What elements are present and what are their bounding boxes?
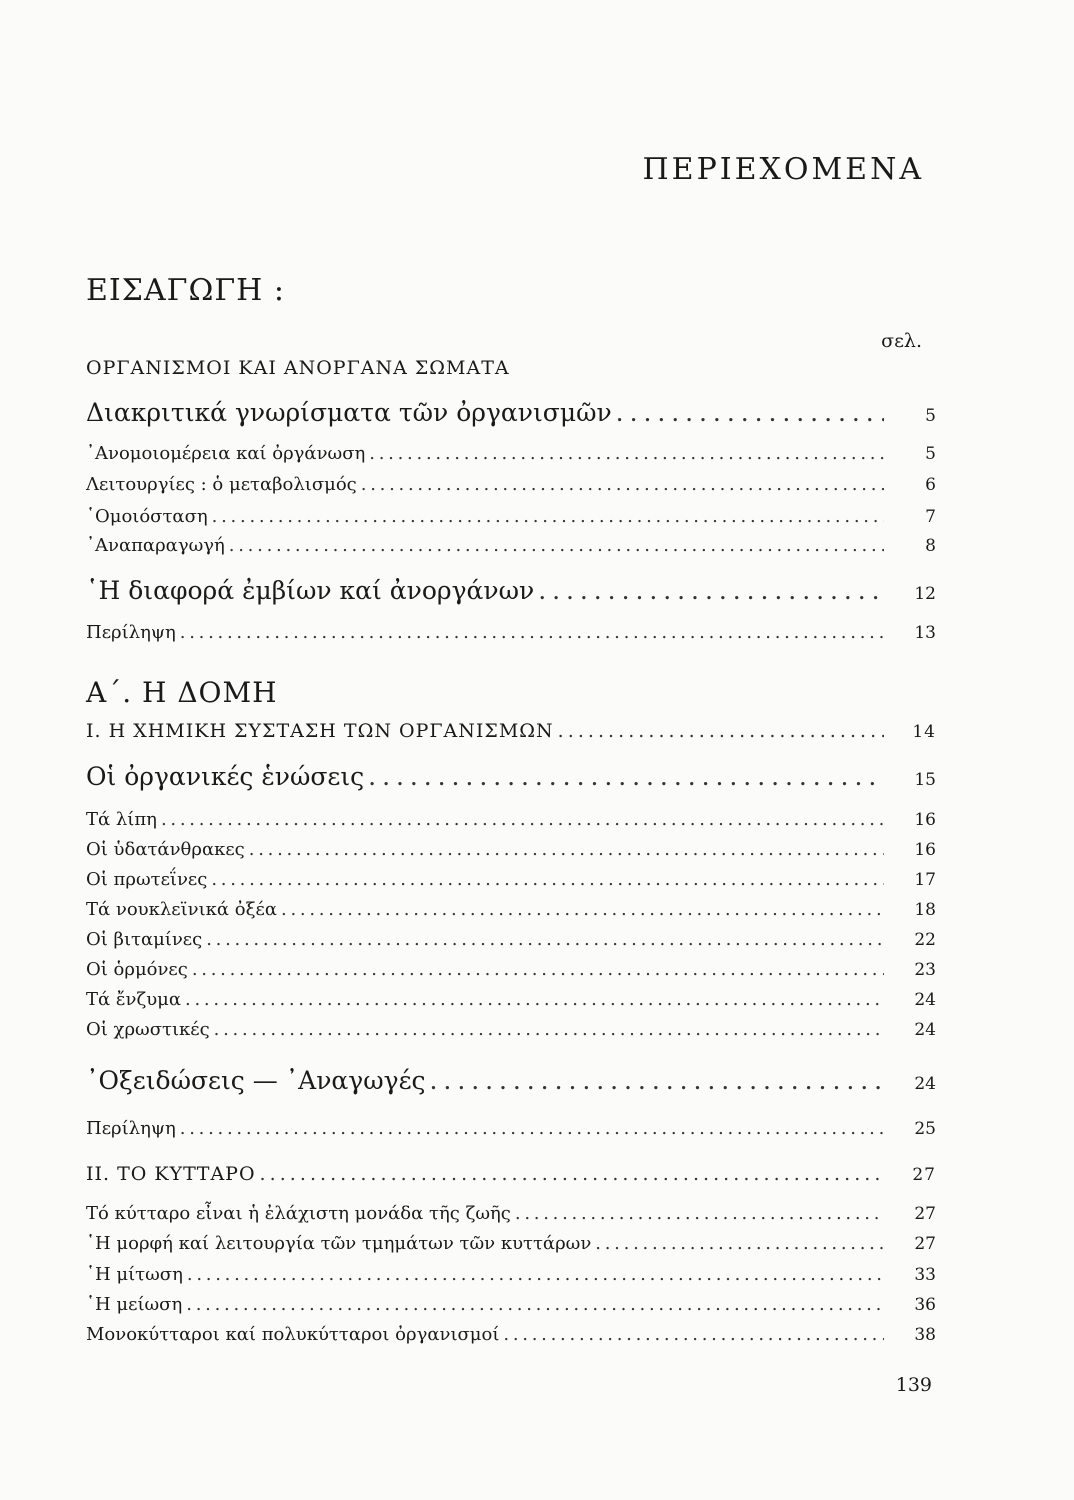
toc-entry: Τά ἔνζυμα . . . 24 — [86, 989, 936, 1010]
toc-entry: Λειτουργίες : ὁ μεταβολισμός . . . 6 — [86, 474, 936, 495]
toc-entry: ῾Η μορφή καί λειτουργία τῶν τμημάτων τῶν κυττάρων . . . 27 — [86, 1233, 936, 1254]
toc-entry: Μονοκύτταροι καί πολυκύτταροι ὀργανισμοί . . . 38 — [86, 1324, 936, 1345]
toc-entry: Οἱ βιταμίνες . . . 22 — [86, 929, 936, 950]
toc-entry: Περίληψη . . . 13 — [86, 622, 936, 643]
toc-entry: Ι. Η ΧΗΜΙΚΗ ΣΥΣΤΑΣΗ ΤΩΝ ΟΡΓΑΝΙΣΜΩΝ . . . 14 — [86, 720, 936, 742]
toc-entry: ᾿Ανομοιομέρεια καί ὀργάνωση . . . 5 — [86, 443, 936, 464]
toc-entry: Οἱ ὁρμόνες . . . 23 — [86, 959, 936, 980]
toc-entry: Οἱ ὑδατάνθρακες . . . 16 — [86, 839, 936, 860]
toc-entry: ῾Η μίτωση . . . 33 — [86, 1264, 936, 1285]
page-title: ΠΕΡΙΕΧΟΜΕΝΑ — [642, 152, 924, 187]
toc-entry: ῾Ομοιόσταση . . . 7 — [86, 506, 936, 527]
part-heading: Α΄. Η ΔΟΜΗ — [86, 676, 278, 709]
page-column-label: σελ. — [881, 330, 922, 352]
toc-entry: ᾿Αναπαραγωγή . . . 8 — [86, 535, 936, 556]
section-heading: ΟΡΓΑΝΙΣΜΟΙ ΚΑΙ ΑΝΟΡΓΑΝΑ ΣΩΜΑΤΑ — [86, 357, 510, 379]
intro-heading: ΕΙΣΑΓΩΓΗ : — [86, 273, 285, 308]
toc-entry: ΙΙ. ΤΟ ΚΥΤΤΑΡΟ . . . 27 — [86, 1163, 936, 1185]
toc-entry: Περίληψη . . . 25 — [86, 1118, 936, 1139]
toc-entry: ῾Η μείωση . . . 36 — [86, 1294, 936, 1315]
page-number: 139 — [895, 1374, 932, 1396]
toc-entry: Τά λίπη . . . 16 — [86, 809, 936, 830]
toc-entry: Οἱ χρωστικές . . . 24 — [86, 1019, 936, 1040]
toc-entry: Τό κύτταρο εἶναι ἡ ἐλάχιστη μονάδα τῆς ζωῆς . . . 27 — [86, 1203, 936, 1224]
toc-entry: Διακριτικά γνωρίσματα τῶν ὀργανισμῶν . . . 5 — [86, 398, 936, 427]
toc-entry: ῾Η διαφορά ἐμβίων καί ἀνοργάνων . . . 12 — [86, 576, 936, 605]
toc-entry: Οἱ ὀργανικές ἑνώσεις . . . 15 — [86, 762, 936, 791]
toc-entry: Τά νουκλεϊνικά ὀξέα . . . 18 — [86, 899, 936, 920]
toc-entry: Οἱ πρωτεΐνες . . . 17 — [86, 869, 936, 890]
toc-entry: ᾿Οξειδώσεις — ᾿Αναγωγές . . . 24 — [86, 1066, 936, 1095]
